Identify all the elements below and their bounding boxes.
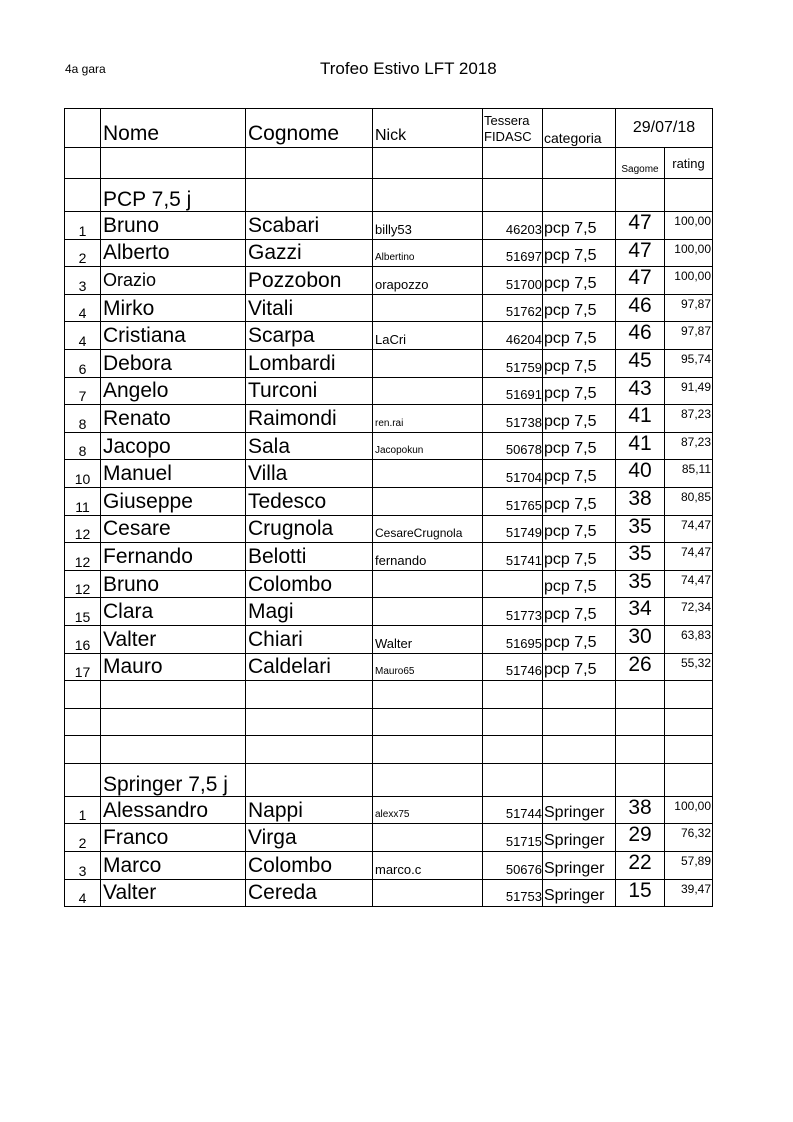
nome-cell: Jacopo (101, 432, 246, 460)
categoria-cell: Springer (543, 796, 616, 824)
nick-cell: Mauro65 (373, 653, 483, 681)
empty-cell (665, 708, 713, 736)
section-empty-cell (373, 179, 483, 212)
rating-cell: 57,89 (665, 852, 713, 880)
table-row (65, 625, 713, 653)
cognome-cell: Nappi (246, 796, 373, 824)
sagome-cell: 35 (616, 543, 665, 571)
section-empty-cell (246, 179, 373, 212)
categoria-cell: pcp 7,5 (543, 515, 616, 543)
empty-row (65, 736, 713, 764)
header-row (65, 109, 713, 148)
nick-cell (373, 824, 483, 852)
empty-cell (543, 681, 616, 709)
categoria-cell: pcp 7,5 (543, 653, 616, 681)
nome-cell: Giuseppe (101, 487, 246, 515)
section-empty-cell (373, 763, 483, 796)
cognome-cell: Cereda (246, 879, 373, 907)
section-row (65, 763, 713, 796)
nome-cell: Bruno (101, 570, 246, 598)
rating-cell: 63,83 (665, 625, 713, 653)
table-row (65, 570, 713, 598)
section-empty-cell (543, 763, 616, 796)
rank-cell: 1 (65, 212, 101, 240)
categoria-cell: Springer (543, 852, 616, 880)
sagome-cell: 47 (616, 267, 665, 295)
rank-cell: 4 (65, 294, 101, 322)
sagome-cell: 30 (616, 625, 665, 653)
rank-cell: 15 (65, 598, 101, 626)
rating-cell: 80,85 (665, 487, 713, 515)
empty-cell (665, 736, 713, 764)
nome-cell: Angelo (101, 377, 246, 405)
rating-cell: 87,23 (665, 432, 713, 460)
page-title: Trofeo Estivo LFT 2018 (320, 59, 497, 78)
cognome-cell: Sala (246, 432, 373, 460)
sagome-cell: 46 (616, 294, 665, 322)
tessera-cell: 51744 (483, 796, 543, 824)
table-row (65, 515, 713, 543)
empty-cell (373, 708, 483, 736)
empty-cell (543, 736, 616, 764)
section-rank-cell (65, 763, 101, 796)
tessera-cell: 51746 (483, 653, 543, 681)
rating-cell: 97,87 (665, 294, 713, 322)
nick-cell (373, 598, 483, 626)
rank-cell: 2 (65, 824, 101, 852)
nome-cell: Bruno (101, 212, 246, 240)
rating-cell: 100,00 (665, 267, 713, 295)
rating-cell: 74,47 (665, 515, 713, 543)
rating-cell: 85,11 (665, 460, 713, 488)
table-row (65, 212, 713, 240)
cognome-cell: Lombardi (246, 349, 373, 377)
nome-cell: Debora (101, 349, 246, 377)
cognome-cell: Scabari (246, 212, 373, 240)
empty-cell (65, 708, 101, 736)
tessera-cell: 51759 (483, 349, 543, 377)
table-row (65, 349, 713, 377)
table-row (65, 598, 713, 626)
tessera-cell: 51773 (483, 598, 543, 626)
tessera-cell: 51695 (483, 625, 543, 653)
rating-cell: 100,00 (665, 212, 713, 240)
tessera-cell: 51738 (483, 405, 543, 433)
empty-cell (65, 681, 101, 709)
nome-cell: Manuel (101, 460, 246, 488)
nick-cell: ren.rai (373, 405, 483, 433)
sagome-cell: 35 (616, 570, 665, 598)
empty-cell (616, 736, 665, 764)
rating-cell: 72,34 (665, 598, 713, 626)
tessera-cell: 51741 (483, 543, 543, 571)
subheader-row (65, 148, 713, 179)
categoria-cell: pcp 7,5 (543, 598, 616, 626)
rank-cell: 8 (65, 432, 101, 460)
categoria-cell: pcp 7,5 (543, 294, 616, 322)
empty-cell (665, 681, 713, 709)
table-row (65, 796, 713, 824)
rank-cell: 4 (65, 879, 101, 907)
rating-cell: 100,00 (665, 239, 713, 267)
nick-cell (373, 460, 483, 488)
cognome-cell: Vitali (246, 294, 373, 322)
cognome-cell: Belotti (246, 543, 373, 571)
empty-cell (483, 681, 543, 709)
table-row (65, 322, 713, 350)
categoria-cell: pcp 7,5 (543, 405, 616, 433)
nick-cell: billy53 (373, 212, 483, 240)
categoria-cell: pcp 7,5 (543, 349, 616, 377)
rating-cell: 74,47 (665, 543, 713, 571)
tessera-header (483, 109, 543, 148)
section-empty-cell (616, 763, 665, 796)
section-rank-cell (65, 179, 101, 212)
tessera-cell: 51704 (483, 460, 543, 488)
nome-cell: Marco (101, 852, 246, 880)
nome-cell: Orazio (101, 267, 246, 295)
sagome-cell: 38 (616, 796, 665, 824)
sagome-cell: 41 (616, 432, 665, 460)
tessera-cell: 46203 (483, 212, 543, 240)
date-header: 29/07/18 (616, 109, 713, 148)
nome-cell: Cristiana (101, 322, 246, 350)
table-row (65, 405, 713, 433)
sagome-cell: 35 (616, 515, 665, 543)
rating-header: rating (665, 148, 713, 179)
tessera-cell: 51765 (483, 487, 543, 515)
nome-cell: Fernando (101, 543, 246, 571)
nick-cell: Jacopokun (373, 432, 483, 460)
categoria-cell: pcp 7,5 (543, 377, 616, 405)
empty-cell (101, 736, 246, 764)
section-empty-cell (616, 179, 665, 212)
table-row (65, 852, 713, 880)
empty-cell (246, 681, 373, 709)
categoria-cell: pcp 7,5 (543, 322, 616, 350)
rank-cell: 2 (65, 239, 101, 267)
section-empty-cell (665, 763, 713, 796)
nome-cell: Cesare (101, 515, 246, 543)
rating-cell: 39,47 (665, 879, 713, 907)
empty-cell (543, 708, 616, 736)
categoria-cell: Springer (543, 824, 616, 852)
sagome-cell: 40 (616, 460, 665, 488)
tessera-cell: 51753 (483, 879, 543, 907)
sagome-cell: 34 (616, 598, 665, 626)
rank-cell: 12 (65, 515, 101, 543)
sagome-cell: 38 (616, 487, 665, 515)
section-empty-cell (483, 179, 543, 212)
sagome-cell: 46 (616, 322, 665, 350)
nick-cell: Walter (373, 625, 483, 653)
cognome-cell: Magi (246, 598, 373, 626)
rank-cell: 3 (65, 267, 101, 295)
cognome-cell: Tedesco (246, 487, 373, 515)
race-number: 4a gara (65, 62, 106, 76)
cognome-cell: Turconi (246, 377, 373, 405)
tessera-cell: 46204 (483, 322, 543, 350)
tessera-cell (483, 570, 543, 598)
rank-cell: 16 (65, 625, 101, 653)
nick-cell: orapozzo (373, 267, 483, 295)
rating-cell: 95,74 (665, 349, 713, 377)
tessera-cell: 51715 (483, 824, 543, 852)
rank-cell: 12 (65, 543, 101, 571)
tessera-cell: 51700 (483, 267, 543, 295)
sagome-cell: 43 (616, 377, 665, 405)
section-empty-cell (543, 179, 616, 212)
cognome-cell: Virga (246, 824, 373, 852)
cognome-cell: Gazzi (246, 239, 373, 267)
empty-cell (373, 736, 483, 764)
nick-cell: LaCri (373, 322, 483, 350)
nick-cell (373, 377, 483, 405)
tessera-cell: 50676 (483, 852, 543, 880)
nick-cell (373, 294, 483, 322)
nick-cell: marco.c (373, 852, 483, 880)
rank-cell: 10 (65, 460, 101, 488)
tessera-cell: 51749 (483, 515, 543, 543)
nick-cell (373, 487, 483, 515)
empty-row (65, 708, 713, 736)
categoria-header: categoria (543, 109, 616, 148)
rating-cell: 100,00 (665, 796, 713, 824)
tessera-cell: 50678 (483, 432, 543, 460)
categoria-cell: pcp 7,5 (543, 267, 616, 295)
empty-cell (483, 708, 543, 736)
sagome-cell: 15 (616, 879, 665, 907)
categoria-cell: pcp 7,5 (543, 570, 616, 598)
cognome-cell: Villa (246, 460, 373, 488)
rating-cell: 74,47 (665, 570, 713, 598)
nick-cell (373, 879, 483, 907)
table-row (65, 543, 713, 571)
tessera-cell: 51691 (483, 377, 543, 405)
sagome-cell: 45 (616, 349, 665, 377)
sagome-cell: 47 (616, 239, 665, 267)
section-empty-cell (665, 179, 713, 212)
sagome-cell: 29 (616, 824, 665, 852)
rank-cell: 8 (65, 405, 101, 433)
empty-cell (373, 681, 483, 709)
categoria-cell: Springer (543, 879, 616, 907)
nome-cell: Alberto (101, 239, 246, 267)
table-row (65, 377, 713, 405)
nick-cell: alexx75 (373, 796, 483, 824)
tessera-header-line2: FIDASC (484, 128, 532, 144)
sagome-cell: 22 (616, 852, 665, 880)
categoria-cell: pcp 7,5 (543, 487, 616, 515)
categoria-cell: pcp 7,5 (543, 625, 616, 653)
nick-cell (373, 349, 483, 377)
cognome-cell: Crugnola (246, 515, 373, 543)
table-row (65, 239, 713, 267)
empty-cell (483, 736, 543, 764)
categoria-cell: pcp 7,5 (543, 239, 616, 267)
nome-cell: Valter (101, 879, 246, 907)
cognome-cell: Raimondi (246, 405, 373, 433)
empty-cell (246, 708, 373, 736)
rank-cell: 3 (65, 852, 101, 880)
tessera-header-line1: Tessera (484, 113, 530, 128)
nick-cell: Albertino (373, 239, 483, 267)
cognome-cell: Scarpa (246, 322, 373, 350)
section-empty-cell (483, 763, 543, 796)
empty-cell (101, 708, 246, 736)
table-row (65, 879, 713, 907)
rank-cell: 12 (65, 570, 101, 598)
rank-cell: 1 (65, 796, 101, 824)
categoria-cell: pcp 7,5 (543, 212, 616, 240)
sagome-cell: 26 (616, 653, 665, 681)
rank-header (65, 109, 101, 148)
rank-cell: 7 (65, 377, 101, 405)
nick-cell: fernando (373, 543, 483, 571)
empty-cell (101, 681, 246, 709)
section-empty-cell (246, 763, 373, 796)
categoria-cell: pcp 7,5 (543, 543, 616, 571)
sagome-header: Sagome (616, 148, 665, 179)
tessera-cell: 51697 (483, 239, 543, 267)
nome-cell: Mirko (101, 294, 246, 322)
empty-cell (65, 736, 101, 764)
nome-cell: Renato (101, 405, 246, 433)
rating-cell: 97,87 (665, 322, 713, 350)
nome-cell: Mauro (101, 653, 246, 681)
rank-cell: 17 (65, 653, 101, 681)
rank-cell: 11 (65, 487, 101, 515)
cognome-cell: Chiari (246, 625, 373, 653)
rank-cell: 6 (65, 349, 101, 377)
table-row (65, 267, 713, 295)
empty-cell (246, 736, 373, 764)
table-row (65, 653, 713, 681)
section-title: Springer 7,5 j (101, 763, 246, 796)
nick-cell (373, 570, 483, 598)
table-row (65, 432, 713, 460)
empty-row (65, 681, 713, 709)
nome-cell: Alessandro (101, 796, 246, 824)
table-row (65, 824, 713, 852)
rating-cell: 91,49 (665, 377, 713, 405)
rank-cell: 4 (65, 322, 101, 350)
categoria-cell: pcp 7,5 (543, 460, 616, 488)
results-table (64, 108, 713, 907)
nome-cell: Clara (101, 598, 246, 626)
nick-header: Nick (373, 109, 483, 148)
section-row (65, 179, 713, 212)
nome-cell: Valter (101, 625, 246, 653)
nome-cell: Franco (101, 824, 246, 852)
table-row (65, 487, 713, 515)
section-title: PCP 7,5 j (101, 179, 246, 212)
rating-cell: 55,32 (665, 653, 713, 681)
empty-cell (616, 681, 665, 709)
cognome-header: Cognome (246, 109, 373, 148)
table-row (65, 460, 713, 488)
tessera-cell: 51762 (483, 294, 543, 322)
nick-cell: CesareCrugnola (373, 515, 483, 543)
rating-cell: 87,23 (665, 405, 713, 433)
cognome-cell: Caldelari (246, 653, 373, 681)
rating-cell: 76,32 (665, 824, 713, 852)
categoria-cell: pcp 7,5 (543, 432, 616, 460)
cognome-cell: Colombo (246, 852, 373, 880)
nome-header: Nome (101, 109, 246, 148)
sagome-cell: 41 (616, 405, 665, 433)
table-row (65, 294, 713, 322)
cognome-cell: Colombo (246, 570, 373, 598)
cognome-cell: Pozzobon (246, 267, 373, 295)
empty-cell (616, 708, 665, 736)
sagome-cell: 47 (616, 212, 665, 240)
